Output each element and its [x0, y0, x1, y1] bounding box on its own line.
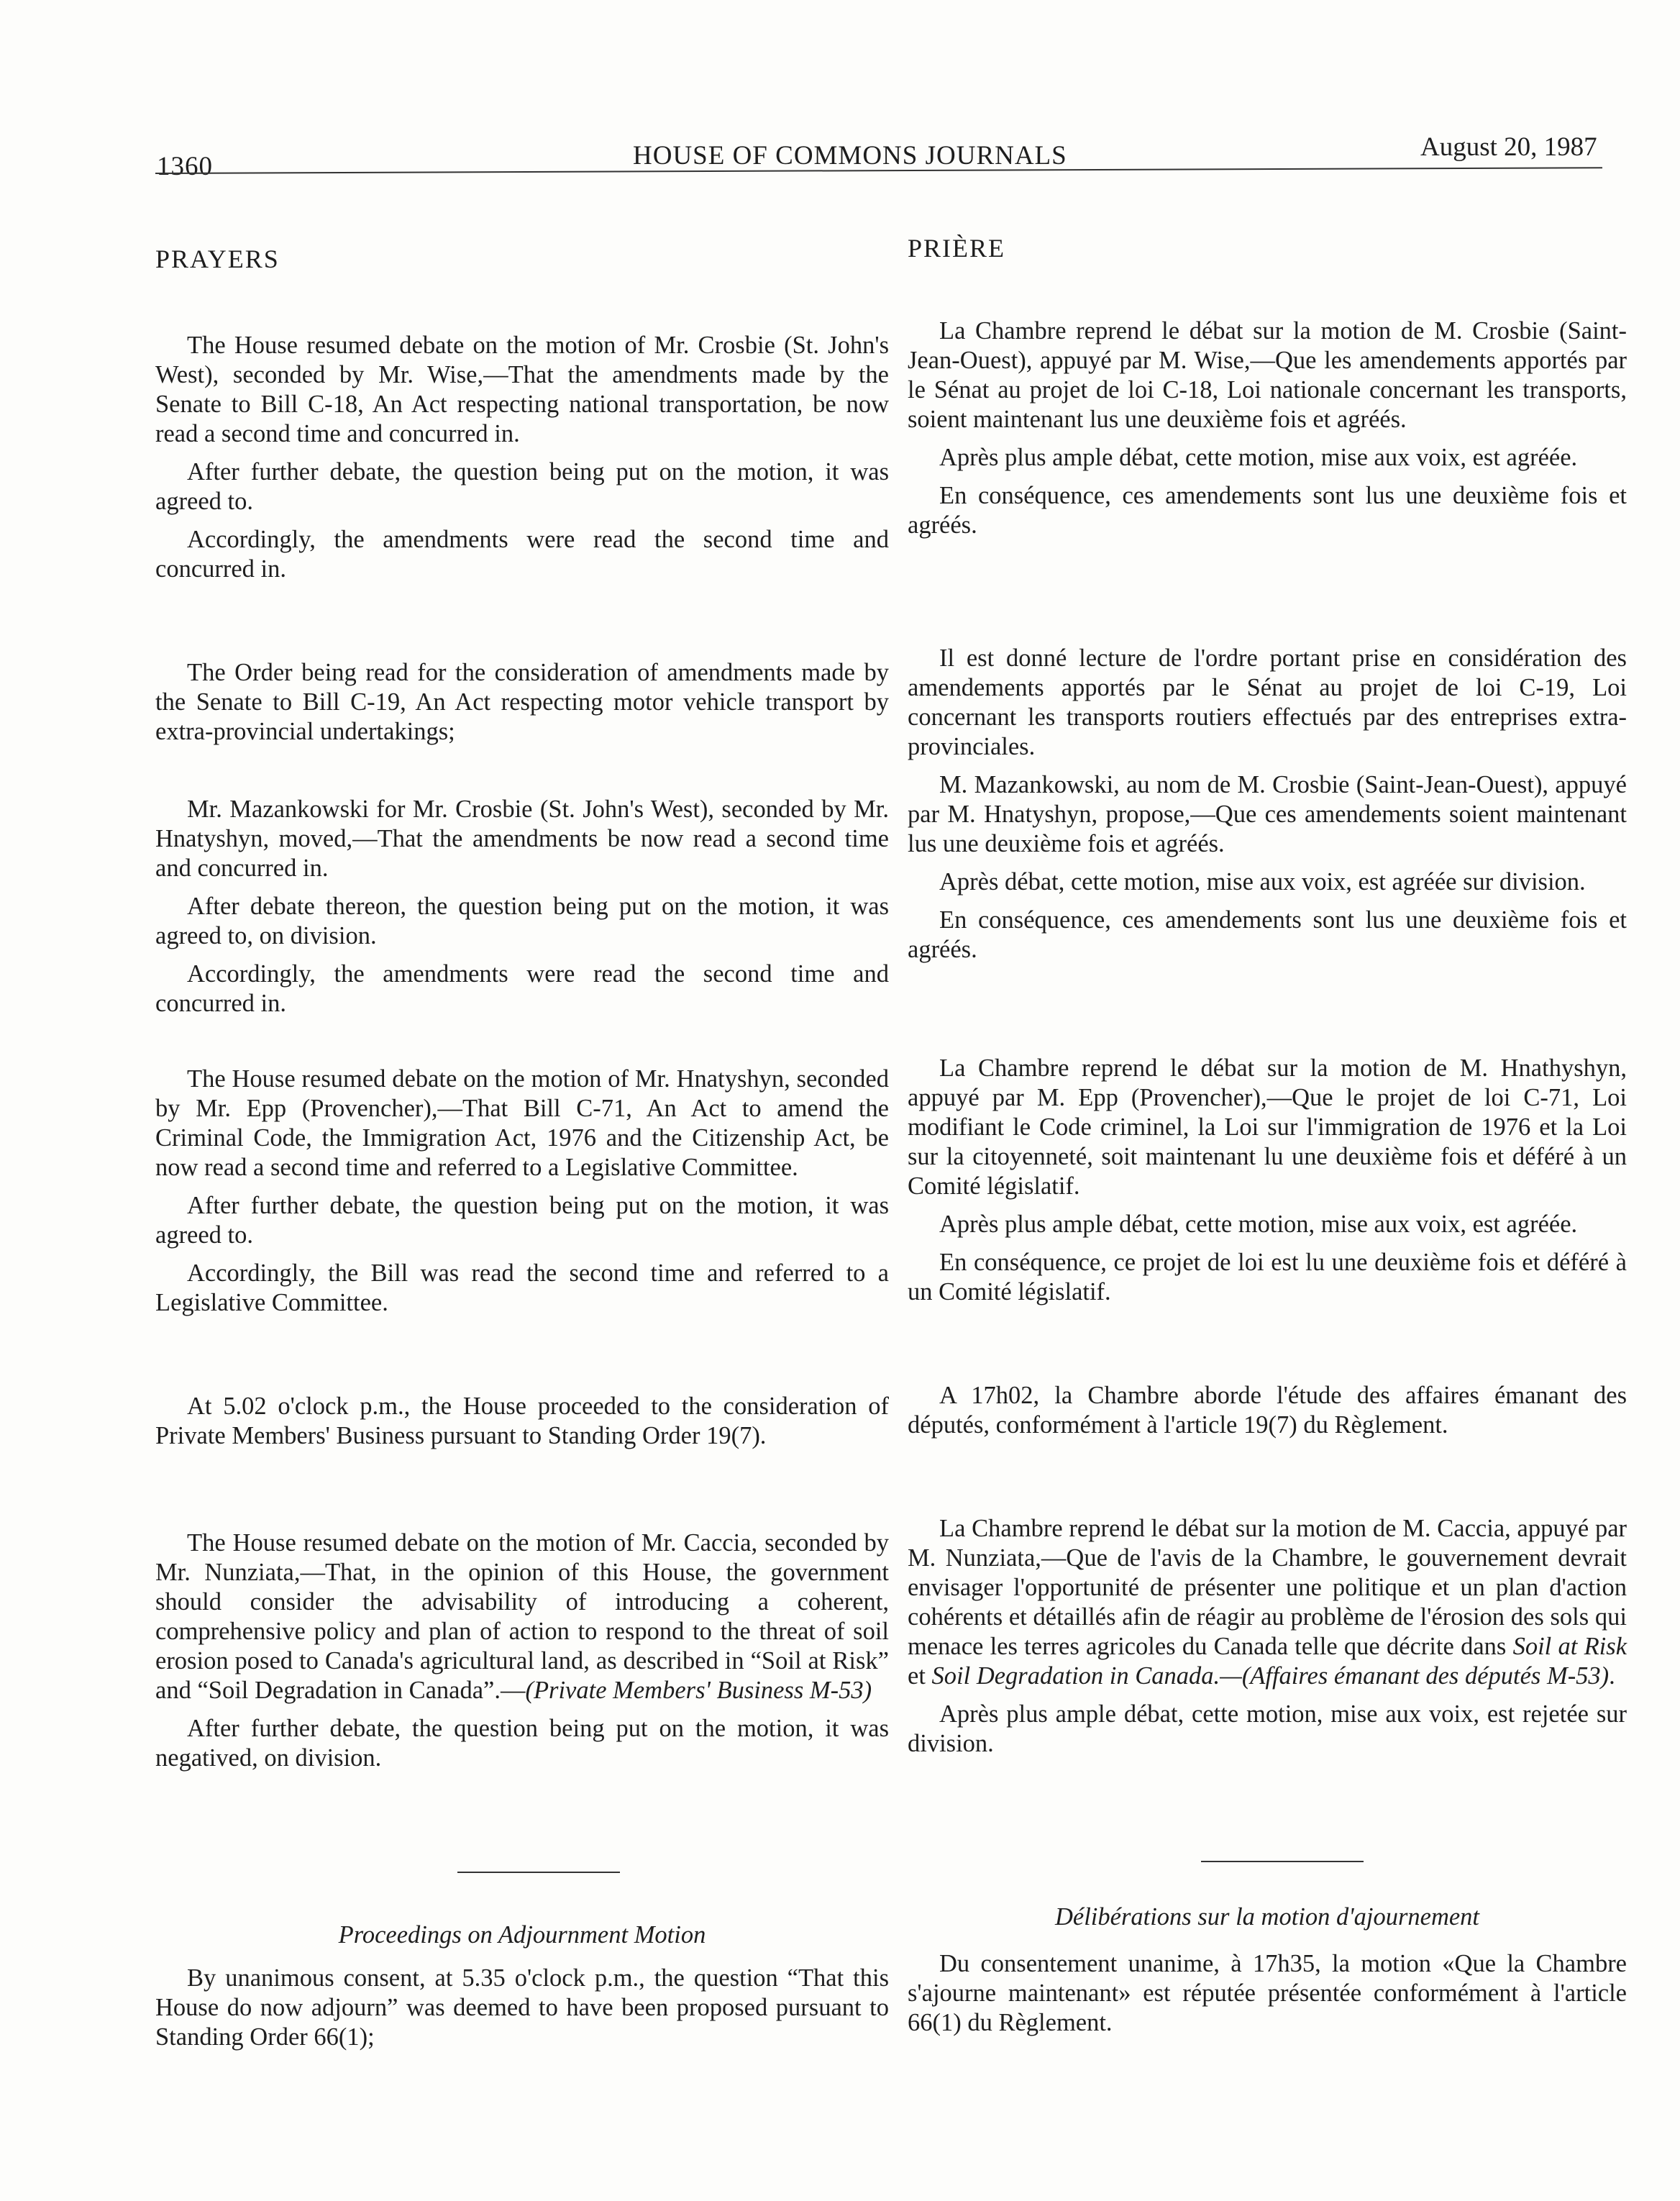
french-section-private-members — [908, 1381, 1627, 1440]
dash: .— — [1213, 1662, 1242, 1690]
english-section-m53 — [155, 1528, 889, 1773]
journal-date: August 20, 1987 — [1420, 132, 1597, 162]
paragraph: At 5.02 o'clock p.m., the House proceeded to the consideration of Private Members' Business pursuant to Standing Order 19(7). — [155, 1393, 889, 1449]
section-divider — [1201, 1861, 1364, 1862]
paragraph: La Chambre reprend le débat sur la motion de M. Crosbie (Saint-Jean-Ouest), appuyé par M. Wise,—Que les amendements apportés par le Sénat au projet de loi C-18, Loi nationale concernant les transports, soient maintenant lus une deuxième fois et agréés. — [908, 317, 1627, 433]
paragraph: Accordingly, the amendments were read the second time and concurred in. — [155, 960, 889, 1017]
paragraph: By unanimous consent, at 5.35 o'clock p.m., the question “That this House do now adjourn” was deemed to have been proposed pursuant to Standing Order 66(1); — [155, 1964, 889, 2051]
paragraph: After further debate, the question being put on the motion, it was agreed to. — [155, 1192, 889, 1249]
paragraph: Après plus ample débat, cette motion, mise aux voix, est rejetée sur division. — [908, 1700, 1627, 1757]
paragraph: Après débat, cette motion, mise aux voix, est agréée sur division. — [939, 868, 1586, 896]
motion-reference: (Affaires émanant des députés M-53) — [1241, 1662, 1610, 1690]
paragraph: En conséquence, ces amendements sont lus une deuxième fois et agréés. — [908, 906, 1627, 963]
paragraph: After further debate, the question being put on the motion, it was agreed to. — [155, 458, 889, 515]
paragraph — [155, 1528, 889, 1705]
french-subheading: Délibérations sur la motion d'ajournement — [1054, 1903, 1480, 1931]
paragraph: Mr. Mazankowski for Mr. Crosbie (St. John's West), seconded by Mr. Hnatyshyn, moved,—That the amendments be now read a second time and concurred in. — [155, 796, 889, 882]
report-title: Soil Degradation in Canada — [931, 1662, 1214, 1690]
journal-title: HOUSE OF COMMONS JOURNALS — [633, 141, 1067, 170]
english-section-c71 — [155, 1065, 889, 1318]
french-section-c71 — [908, 1054, 1627, 1307]
page-header — [0, 0, 1680, 187]
period: . — [1609, 1662, 1615, 1690]
english-section-adjournment — [155, 1964, 889, 2052]
english-section-c19-motion — [155, 795, 889, 1019]
paragraph: La Chambre reprend le débat sur la motion de M. Hnathyshyn, appuyé par M. Epp (Provencher),—Que le projet de loi C-71, Loi modifiant le Code criminel, la Loi sur l'immigration de 1976 et la Loi sur la citoyenneté, soit maintenant lu une deuxième fois et déféré à un Comité législatif. — [908, 1054, 1627, 1200]
paragraph: The House resumed debate on the motion of Mr. Hnatyshyn, seconded by Mr. Epp (Provencher),—That Bill C-71, An Act to amend the Criminal Code, the Immigration Act, 1976 and the Citizenship Act, be now read a second time and referred to a Legislative Committee. — [155, 1065, 889, 1181]
paragraph: Accordingly, the Bill was read the second time and referred to a Legislative Committee. — [155, 1259, 889, 1316]
english-section-c18 — [155, 331, 889, 584]
report-title: Soil at Risk — [1512, 1633, 1628, 1660]
english-subheading: Proceedings on Adjournment Motion — [338, 1921, 706, 1949]
french-section-m53 — [908, 1514, 1627, 1759]
paragraph: Après plus ample débat, cette motion, mise aux voix, est agréée. — [939, 1211, 1578, 1238]
french-heading: PRIÈRE — [908, 234, 1006, 263]
paragraph — [908, 1514, 1627, 1691]
motion-reference: (Private Members' Business M-53) — [525, 1677, 872, 1704]
section-divider — [457, 1872, 620, 1873]
conjunction: et — [908, 1662, 932, 1690]
motion-text: The House resumed debate on the motion of Mr. Caccia, seconded by Mr. Nunziata,—That, in the opinion of this House, the government should consider the advisability of introducing a coherent, comprehensive policy and plan of action to respond to the threat of soil erosion posed to Canada's agricultural land, as described in “Soil at Risk” and “Soil Degradation in Canada”.— — [155, 1529, 889, 1704]
paragraph: Du consentement unanime, à 17h35, la motion «Que la Chambre s'ajourne maintenant» est réputée présentée conformément à l'article 66(1) du Règlement. — [908, 1950, 1627, 2036]
french-section-c19 — [908, 644, 1627, 965]
page-number: 1360 — [157, 152, 213, 181]
paragraph: After debate thereon, the question being put on the motion, it was agreed to, on division. — [155, 893, 889, 949]
paragraph: After further debate, the question being put on the motion, it was negatived, on division. — [155, 1715, 889, 1772]
paragraph: Après plus ample débat, cette motion, mise aux voix, est agréée. — [939, 444, 1578, 471]
paragraph: En conséquence, ces amendements sont lus une deuxième fois et agréés. — [908, 482, 1627, 539]
paragraph: En conséquence, ce projet de loi est lu une deuxième fois et déféré à un Comité législatif. — [908, 1249, 1627, 1305]
english-heading: PRAYERS — [155, 245, 280, 273]
paragraph: Il est donné lecture de l'ordre portant prise en considération des amendements apportés par le Sénat au projet de loi C-19, Loi concernant les transports routiers effectués par des entreprises extra-provinciales. — [908, 644, 1627, 760]
french-section-c18 — [908, 316, 1627, 540]
paragraph: Accordingly, the amendments were read the second time and concurred in. — [155, 526, 889, 583]
paragraph: M. Mazankowski, au nom de M. Crosbie (Saint-Jean-Ouest), appuyé par M. Hnatyshyn, propose,—Que ces amendements soient maintenant lus une deuxième fois et agréés. — [908, 771, 1627, 857]
paragraph: The Order being read for the consideration of amendments made by the Senate to Bill C-19, An Act respecting motor vehicle transport by extra-provincial undertakings; — [155, 659, 889, 745]
paragraph: A 17h02, la Chambre aborde l'étude des affaires émanant des députés, conformément à l'article 19(7) du Règlement. — [908, 1382, 1627, 1439]
english-section-private-members — [155, 1392, 889, 1451]
paragraph: The House resumed debate on the motion of Mr. Crosbie (St. John's West), seconded by Mr. Wise,—That the amendments made by the Senate to Bill C-18, An Act respecting national transportation, be now read a second time and concurred in. — [155, 332, 889, 447]
motion-text: La Chambre reprend le débat sur la motion de M. Caccia, appuyé par M. Nunziata,—Que de l'avis de la Chambre, le gouvernement devrait envisager l'opportunité de présenter une politique et un plan d'action cohérents et détaillés afin de réagir au problème de l'érosion des sols qui menace les terres agricoles du Canada telle que décrite dans — [908, 1515, 1627, 1660]
english-section-c19-order — [155, 658, 889, 747]
french-section-adjournment — [908, 1949, 1627, 2038]
